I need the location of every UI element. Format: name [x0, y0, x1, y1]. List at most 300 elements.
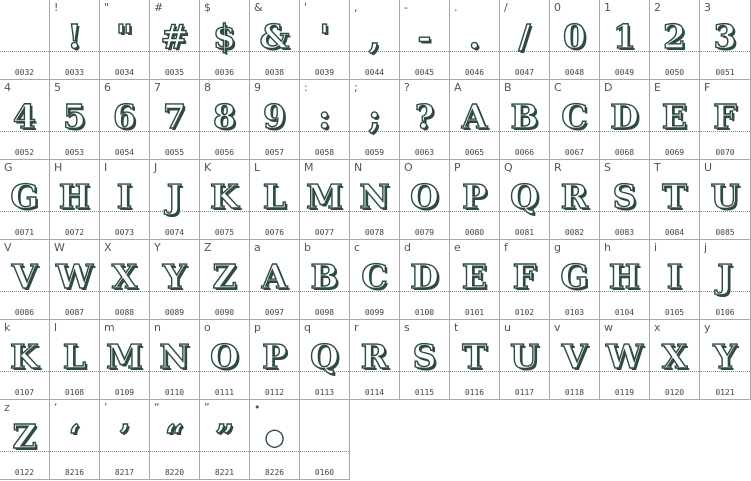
- glyph-label: x: [654, 321, 661, 334]
- glyph-cell[interactable]: [500, 0, 550, 80]
- glyph-label: P: [454, 161, 461, 174]
- glyph-code: 0077: [314, 228, 335, 237]
- glyph-code: 0085: [715, 228, 735, 237]
- glyph-code: 0048: [564, 68, 585, 77]
- glyph-code: 0033: [64, 68, 85, 77]
- glyph-preview: 6: [113, 97, 136, 136]
- glyph-code: 8220: [164, 468, 185, 477]
- glyph-cell[interactable]: [100, 320, 150, 400]
- glyph-code: 0083: [614, 228, 635, 237]
- glyph-cell[interactable]: [0, 80, 50, 160]
- glyph-code: 0080: [464, 228, 485, 237]
- glyph-code: 0054: [114, 148, 135, 157]
- glyph-label: 4: [4, 81, 11, 94]
- glyph-code: 0101: [464, 308, 485, 317]
- glyph-preview: T: [462, 337, 487, 376]
- glyph-cell[interactable]: [50, 0, 100, 80]
- glyph-preview: &: [259, 17, 290, 56]
- glyph-label: ‘: [54, 401, 58, 414]
- glyph-preview: H: [58, 177, 91, 216]
- glyph-cell[interactable]: [200, 240, 250, 320]
- glyph-cell[interactable]: [650, 0, 700, 80]
- glyph-cell[interactable]: [550, 160, 600, 240]
- glyph-cell[interactable]: [150, 0, 200, 80]
- glyph-code: 0076: [264, 228, 285, 237]
- glyph-code: 0105: [664, 308, 685, 317]
- glyph-preview: 7: [163, 97, 186, 136]
- glyph-code: 0058: [314, 148, 335, 157]
- glyph-preview: A: [461, 97, 488, 136]
- glyph-label: /: [504, 1, 508, 14]
- glyph-code: 0098: [314, 308, 335, 317]
- glyph-cell[interactable]: [200, 160, 250, 240]
- glyph-preview: “: [165, 417, 184, 456]
- glyph-label: X: [104, 241, 112, 254]
- glyph-code: 0100: [414, 308, 435, 317]
- glyph-code: 0034: [114, 68, 135, 77]
- glyph-preview: J: [166, 177, 183, 216]
- glyph-preview: W: [605, 337, 644, 376]
- glyph-preview: V: [561, 337, 588, 376]
- glyph-cell[interactable]: [200, 0, 250, 80]
- glyph-code: 0114: [364, 388, 385, 397]
- glyph-code: 0082: [564, 228, 585, 237]
- glyph-preview: G: [560, 257, 589, 296]
- glyph-code: 0115: [414, 388, 435, 397]
- glyph-label: ”: [204, 401, 210, 414]
- glyph-preview: 8: [213, 97, 236, 136]
- glyph-cell[interactable]: [300, 80, 350, 160]
- glyph-cell[interactable]: [650, 80, 700, 160]
- glyph-label: ": [104, 1, 110, 14]
- glyph-preview: /: [518, 17, 531, 56]
- glyph-code: 0047: [514, 68, 535, 77]
- glyph-preview: F: [512, 257, 537, 296]
- glyph-code: 8221: [214, 468, 235, 477]
- glyph-code: 0120: [664, 388, 685, 397]
- glyph-cell[interactable]: [150, 320, 200, 400]
- glyph-code: 0053: [64, 148, 85, 157]
- glyph-label: f: [504, 241, 508, 254]
- glyph-cell[interactable]: [0, 400, 50, 480]
- glyph-code: 0116: [464, 388, 485, 397]
- glyph-cell[interactable]: [300, 0, 350, 80]
- glyph-preview: :: [318, 97, 331, 136]
- glyph-label: $: [204, 1, 211, 14]
- glyph-preview: O: [410, 177, 439, 216]
- glyph-preview: L: [62, 337, 87, 376]
- glyph-code: 0073: [114, 228, 135, 237]
- glyph-cell[interactable]: [0, 160, 50, 240]
- glyph-code: 0119: [614, 388, 635, 397]
- glyph-preview: Z: [12, 417, 37, 456]
- glyph-code: 0072: [64, 228, 85, 237]
- glyph-preview: 9: [263, 97, 286, 136]
- glyph-cell[interactable]: [250, 0, 300, 80]
- glyph-code: 0090: [214, 308, 235, 317]
- glyph-label: p: [254, 321, 261, 334]
- glyph-preview: 0: [563, 17, 586, 56]
- glyph-code: 0036: [214, 68, 235, 77]
- glyph-code: 0160: [314, 468, 335, 477]
- glyph-preview: Y: [713, 337, 737, 376]
- glyph-preview: V: [11, 257, 38, 296]
- glyph-code: 0109: [114, 388, 135, 397]
- glyph-code: 0069: [664, 148, 685, 157]
- glyph-code: 0108: [64, 388, 85, 397]
- glyph-label: o: [204, 321, 211, 334]
- glyph-cell[interactable]: [350, 240, 400, 320]
- glyph-preview: ': [319, 17, 330, 56]
- glyph-cell[interactable]: [150, 160, 200, 240]
- glyph-preview: U: [710, 177, 740, 216]
- glyph-preview: B: [310, 257, 339, 296]
- glyph-code: 0107: [14, 388, 35, 397]
- glyph-cell[interactable]: [550, 240, 600, 320]
- glyph-cell[interactable]: [100, 0, 150, 80]
- glyph-label: i: [654, 241, 658, 254]
- glyph-code: 0044: [364, 68, 385, 77]
- glyph-preview: ’: [118, 417, 131, 456]
- glyph-label: &: [254, 1, 263, 14]
- glyph-preview: N: [359, 177, 390, 216]
- glyph-code: 0103: [564, 308, 585, 317]
- glyph-cell[interactable]: [0, 0, 50, 80]
- glyph-preview: P: [462, 177, 487, 216]
- glyph-preview: 3: [713, 17, 737, 56]
- glyph-preview: R: [360, 337, 389, 376]
- glyph-preview: I: [116, 177, 133, 216]
- glyph-label: c: [354, 241, 361, 254]
- glyph-code: 0088: [114, 308, 135, 317]
- glyph-preview: D: [610, 97, 639, 136]
- glyph-label: C: [554, 81, 562, 94]
- glyph-code: 0066: [514, 148, 535, 157]
- glyph-label: F: [704, 81, 711, 94]
- glyph-label: v: [554, 321, 561, 334]
- glyph-cell[interactable]: [250, 240, 300, 320]
- glyph-preview: O: [210, 337, 239, 376]
- glyph-preview: T: [662, 177, 687, 216]
- glyph-cell[interactable]: [550, 320, 600, 400]
- glyph-preview: I: [666, 257, 683, 296]
- glyph-label: 9: [254, 81, 261, 94]
- glyph-preview: D: [410, 257, 439, 296]
- glyph-preview: [300, 413, 349, 461]
- glyph-label: d: [404, 241, 411, 254]
- glyph-label: y: [704, 321, 711, 334]
- glyph-cell[interactable]: [400, 80, 450, 160]
- glyph-preview: ": [115, 17, 134, 56]
- glyph-cell[interactable]: [250, 160, 300, 240]
- glyph-label: K: [204, 161, 212, 174]
- glyph-cell[interactable]: [250, 320, 300, 400]
- glyph-cell[interactable]: [500, 320, 550, 400]
- glyph-cell[interactable]: [500, 160, 550, 240]
- glyph-cell[interactable]: [600, 240, 650, 320]
- glyph-label: •: [254, 401, 261, 414]
- glyph-label: #: [154, 1, 164, 14]
- glyph-label: k: [4, 321, 11, 334]
- glyph-code: 0039: [314, 68, 335, 77]
- glyph-cell[interactable]: [500, 80, 550, 160]
- glyph-code: 0112: [264, 388, 285, 397]
- glyph-cell[interactable]: [700, 160, 751, 240]
- glyph-preview: !: [67, 17, 82, 56]
- glyph-cell[interactable]: [400, 0, 450, 80]
- glyph-cell[interactable]: [400, 320, 450, 400]
- glyph-code: 0070: [715, 148, 735, 157]
- glyph-code: 0038: [264, 68, 285, 77]
- glyph-cell[interactable]: [200, 80, 250, 160]
- glyph-label: :: [304, 81, 308, 94]
- glyph-cell[interactable]: [50, 320, 100, 400]
- glyph-preview: $: [213, 17, 236, 56]
- glyph-cell[interactable]: [700, 80, 751, 160]
- glyph-preview: K: [10, 337, 39, 376]
- glyph-preview: ○: [264, 423, 285, 451]
- glyph-cell[interactable]: [700, 240, 751, 320]
- glyph-preview: S: [612, 177, 637, 216]
- glyph-cell[interactable]: [550, 80, 600, 160]
- glyph-label: “: [154, 401, 160, 414]
- glyph-code: 8226: [264, 468, 285, 477]
- glyph-code: 8217: [114, 468, 135, 477]
- glyph-cell[interactable]: [0, 320, 50, 400]
- glyph-label: I: [104, 161, 108, 174]
- glyph-cell[interactable]: [400, 240, 450, 320]
- glyph-preview: -: [417, 17, 432, 56]
- glyph-label: ,: [354, 1, 358, 14]
- glyph-preview: L: [262, 177, 287, 216]
- glyph-preview: C: [561, 97, 588, 136]
- glyph-code: 0056: [214, 148, 235, 157]
- glyph-preview: .: [468, 17, 481, 56]
- glyph-code: 0104: [614, 308, 635, 317]
- glyph-preview: 4: [13, 97, 36, 136]
- glyph-label: n: [154, 321, 161, 334]
- glyph-code: 0081: [514, 228, 535, 237]
- glyph-label: s: [404, 321, 410, 334]
- glyph-code: 0122: [14, 468, 35, 477]
- glyph-label: h: [604, 241, 611, 254]
- glyph-preview: 5: [63, 97, 86, 136]
- glyph-code: 0118: [564, 388, 585, 397]
- glyph-code: 0097: [264, 308, 285, 317]
- glyph-cell[interactable]: [150, 80, 200, 160]
- glyph-label: a: [254, 241, 261, 254]
- glyph-preview: X: [661, 337, 688, 376]
- glyph-cell[interactable]: [50, 240, 100, 320]
- glyph-preview: E: [661, 97, 688, 136]
- glyph-label: A: [454, 81, 462, 94]
- glyph-cell[interactable]: [0, 240, 50, 320]
- glyph-code: 0110: [164, 388, 185, 397]
- glyph-label: u: [504, 321, 511, 334]
- glyph-label: E: [654, 81, 661, 94]
- glyph-preview: A: [261, 257, 288, 296]
- glyph-label: N: [354, 161, 363, 174]
- glyph-preview: B: [510, 97, 539, 136]
- glyph-code: 0052: [14, 148, 35, 157]
- glyph-code: 0059: [364, 148, 385, 157]
- glyph-code: 0089: [164, 308, 185, 317]
- glyph-cell[interactable]: [700, 320, 751, 400]
- glyph-cell[interactable]: [100, 160, 150, 240]
- glyph-label: 8: [204, 81, 211, 94]
- glyph-cell[interactable]: [500, 240, 550, 320]
- glyph-preview: U: [510, 337, 539, 376]
- glyph-label: Y: [154, 241, 161, 254]
- glyph-label: t: [454, 321, 459, 334]
- glyph-code: 0057: [264, 148, 285, 157]
- glyph-preview: 2: [663, 17, 686, 56]
- glyph-label: 2: [654, 1, 661, 14]
- glyph-preview: ‘: [68, 417, 81, 456]
- glyph-cell[interactable]: [250, 80, 300, 160]
- glyph-cell[interactable]: [350, 0, 400, 80]
- glyph-preview: P: [262, 337, 287, 376]
- glyph-cell[interactable]: [100, 80, 150, 160]
- glyph-code: 0067: [564, 148, 585, 157]
- glyph-cell[interactable]: [450, 0, 500, 80]
- glyph-code: 0068: [614, 148, 635, 157]
- glyph-code: 0055: [164, 148, 185, 157]
- glyph-preview: E: [461, 257, 488, 296]
- glyph-cell[interactable]: [50, 400, 100, 480]
- glyph-cell[interactable]: [300, 160, 350, 240]
- glyph-label: Z: [204, 241, 212, 254]
- glyph-cell[interactable]: [450, 240, 500, 320]
- glyph-preview: ?: [414, 97, 435, 136]
- glyph-label: 3: [704, 1, 711, 14]
- glyph-cell[interactable]: [300, 240, 350, 320]
- glyph-label: !: [54, 1, 59, 14]
- glyph-cell[interactable]: [200, 400, 250, 480]
- glyph-cell[interactable]: [400, 160, 450, 240]
- glyph-label: m: [104, 321, 115, 334]
- glyph-cell[interactable]: [450, 160, 500, 240]
- glyph-code: 0046: [464, 68, 485, 77]
- glyph-label: z: [4, 401, 10, 414]
- glyph-code: 8216: [64, 468, 85, 477]
- glyph-label: U: [704, 161, 713, 174]
- glyph-preview: S: [412, 337, 437, 376]
- glyph-preview: #: [160, 17, 189, 56]
- glyph-label: ': [304, 1, 308, 14]
- glyph-cell[interactable]: [450, 320, 500, 400]
- glyph-cell[interactable]: [600, 80, 650, 160]
- glyph-preview: ;: [368, 97, 381, 136]
- glyph-label: 6: [104, 81, 111, 94]
- glyph-code: 0087: [64, 308, 85, 317]
- glyph-label: e: [454, 241, 461, 254]
- glyph-preview: M: [306, 177, 343, 216]
- glyph-label: ’: [104, 401, 108, 414]
- glyph-label: .: [454, 1, 458, 14]
- glyph-cell[interactable]: [50, 160, 100, 240]
- glyph-preview: Z: [212, 257, 237, 296]
- glyph-code: 0121: [715, 388, 735, 397]
- glyph-label: R: [554, 161, 562, 174]
- glyph-preview: W: [55, 257, 94, 296]
- glyph-label: b: [304, 241, 311, 254]
- glyph-label: H: [54, 161, 63, 174]
- glyph-cell[interactable]: [650, 160, 700, 240]
- glyph-code: 0074: [164, 228, 185, 237]
- glyph-cell[interactable]: [350, 160, 400, 240]
- glyph-code: 0086: [14, 308, 35, 317]
- glyph-code: 0049: [614, 68, 635, 77]
- glyph-preview: J: [717, 257, 733, 296]
- glyph-cell[interactable]: [200, 320, 250, 400]
- glyph-cell[interactable]: [250, 400, 300, 480]
- glyph-preview: Q: [510, 177, 539, 216]
- glyph-label: Q: [504, 161, 513, 174]
- glyph-preview: ”: [215, 417, 234, 456]
- glyph-cell[interactable]: [350, 320, 400, 400]
- glyph-label: j: [704, 241, 708, 254]
- glyph-cell[interactable]: [50, 80, 100, 160]
- glyph-cell[interactable]: [150, 240, 200, 320]
- glyph-code: 0078: [364, 228, 385, 237]
- glyph-cell[interactable]: [550, 0, 600, 80]
- glyph-preview: H: [608, 257, 641, 296]
- glyph-code: 0111: [214, 388, 235, 397]
- glyph-code: 0063: [414, 148, 435, 157]
- glyph-code: 0102: [514, 308, 535, 317]
- glyph-cell[interactable]: [600, 0, 650, 80]
- glyph-code: 0035: [164, 68, 185, 77]
- glyph-preview: M: [106, 337, 143, 376]
- glyph-cell[interactable]: [600, 320, 650, 400]
- glyph-preview: Q: [310, 337, 339, 376]
- glyph-code: 0045: [414, 68, 435, 77]
- glyph-preview: 1: [613, 17, 636, 56]
- glyph-label: 7: [154, 81, 161, 94]
- glyph-cell[interactable]: [600, 160, 650, 240]
- glyph-label: g: [554, 241, 561, 254]
- glyph-code: 0099: [364, 308, 385, 317]
- glyph-cell[interactable]: [300, 400, 350, 480]
- glyph-cell[interactable]: [100, 400, 150, 480]
- glyph-code: 0071: [14, 228, 35, 237]
- glyph-cell[interactable]: [650, 240, 700, 320]
- glyph-label: -: [404, 1, 408, 14]
- glyph-preview: [0, 13, 49, 61]
- glyph-label: q: [304, 321, 311, 334]
- glyph-label: G: [4, 161, 13, 174]
- glyph-preview: N: [159, 337, 190, 376]
- glyph-label: l: [54, 321, 58, 334]
- glyph-cell[interactable]: [700, 0, 751, 80]
- glyph-code: 0079: [414, 228, 435, 237]
- glyph-code: 0084: [664, 228, 685, 237]
- glyph-code: 0065: [464, 148, 485, 157]
- glyph-cell[interactable]: [150, 400, 200, 480]
- glyph-label: T: [654, 161, 661, 174]
- glyph-cell[interactable]: [350, 80, 400, 160]
- glyph-label: J: [154, 161, 158, 174]
- glyph-cell[interactable]: [450, 80, 500, 160]
- glyph-cell[interactable]: [100, 240, 150, 320]
- glyph-label: D: [604, 81, 613, 94]
- glyph-label: w: [604, 321, 613, 334]
- glyph-label: ?: [404, 81, 410, 94]
- glyph-cell[interactable]: [300, 320, 350, 400]
- glyph-code: 0113: [314, 388, 335, 397]
- glyph-cell[interactable]: [650, 320, 700, 400]
